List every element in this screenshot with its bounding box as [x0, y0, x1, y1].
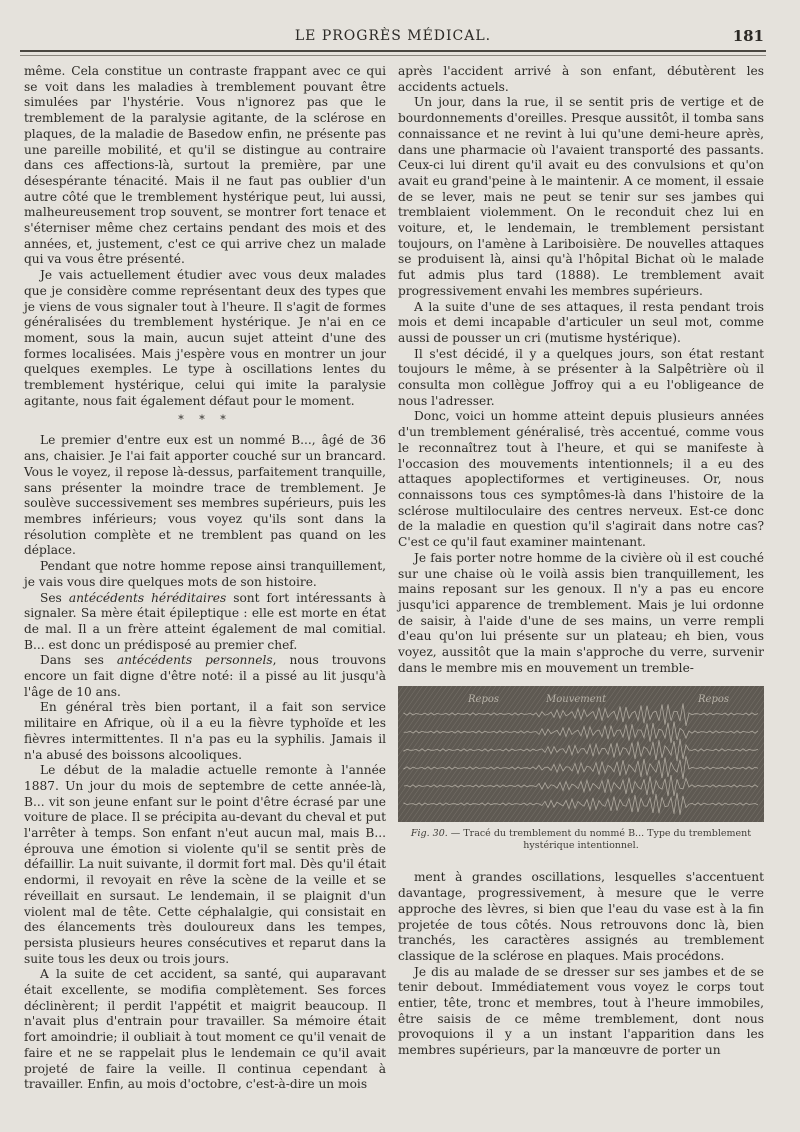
caption-text: — Tracé du tremblement du nommé B... Type du tremblement hystérique intentionnel. [450, 828, 752, 852]
text-run: , nous trouvons encore un fait digne d'être noté: il a pissé au lit jusqu'à l'âge de 10 ans. [24, 653, 386, 699]
paragraph: Le début de la maladie actuelle remonte à l'année 1887. Un jour du mois de septembre de cette année-là, B... vit son jeune enfant sur le point d'être écrasé par une voiture de place. Il se précipita au-devant du cheval et put l'arrêter à temps. Son enfant n'eut aucun mal, mais B... éprouva une émotion si violente qu'il se sentit près de défaillir. La nuit suivante, il dormit fort mal. Dès qu'il était endormi, il revoyait en rêve la scène de la veille et se réveillait en sursaut. Le lendemain, il se plaignit d'un violent mal de tête. Cette céphalalgie, qui consistait en des élancements très douloureux dans les tempes, persista plusieurs heures consécutives et reparut dans la suite tous les deux ou trois jours. [24, 763, 386, 966]
text-run: Ses [40, 590, 62, 605]
page-header [20, 24, 766, 52]
paragraph: ment à grandes oscillations, lesquelles s'accentuent davantage, progressivement, à mesure que le verre approche des lèvres, si bien que l'eau du vase est à la fin projetée de tous côtés. Nous retrouvons donc là, bien tranchés, les caractères assignés au tremblement classique de la sclérose en plaques. Mais procédons. [398, 870, 764, 963]
right-column [398, 64, 764, 1059]
paragraph [24, 591, 386, 654]
text-run: sont fort intéressants à signaler. Sa mère était épileptique : elle est morte en état de mal. Il a un frère atteint également de mal comitial. B... est donc un prédisposé au premier chef. [24, 590, 387, 652]
tremor-trace-figure [398, 686, 764, 822]
paragraph: Donc, voici un homme atteint depuis plusieurs années d'un tremblement généralisé, très accentué, comme vous le reconnaîtrez tout à l'heure, et qui se manifeste à l'occasion des mouvements intentionnels; il a eu des attaques apoplectiformes et vertigineuses. Or, nous connaissons tous ces symptômes-là dans l'histoire de la sclérose multiloculaire des centres nerveux. Est-ce donc de la maladie en question qu'il s'agirait dans notre cas? C'est ce qu'il faut examiner maintenant. [398, 409, 764, 550]
section-separator: * * * [178, 413, 232, 427]
paragraph: En général très bien portant, il a fait son service militaire en Afrique, où il a eu la fièvre typhoïde et les fièvres intermittentes. Il n'a pas eu la syphilis. Jamais il n'a abusé des boissons alcooliques. [24, 700, 386, 762]
figure-caption [398, 828, 764, 852]
paragraph: Le premier d'entre eux est un nommé B..., âgé de 36 ans, chaisier. Je l'ai fait apporter couché sur un brancard. Vous le voyez, il repose là-dessus, parfaitement tranquille, sans présenter la moindre trace de tremblement. Je soulève successivement ses membres supérieurs, puis les membres inférieurs; vous voyez qu'ils sont dans la résolution complète et ne tremblent pas quand on les déplace. [24, 433, 386, 558]
italic-term: antécédents héréditaires [68, 590, 227, 605]
paragraph: A la suite de cet accident, sa santé, qui auparavant était excellente, se modifia complètement. Ses forces déclinèrent; il perdit l'appétit et maigrit beaucoup. Il n'avait plus d'entrain pour travailler. Sa mémoire était fort amoindrie; il oubliait à tout moment ce qu'il venait de faire et ne se rappelait plus le lendemain ce qu'il avait projeté de faire la veille. Il continua cependant à travailler. Enfin, au mois d'octobre, c'est-à-dire un mois [24, 967, 386, 1092]
page-number: 181 [732, 27, 764, 45]
figure-label-movement: Mouvement [546, 694, 607, 706]
left-column [24, 64, 386, 1093]
paragraph: même. Cela constitue un contraste frappant avec ce qui se voit dans les maladies à tremblement pouvant être simulées par l'hystérie. Vous n'ignorez pas que le tremblement de la paralysie agitante, de la sclérose en plaques, de la maladie de Basedow enfin, ne présente pas une pareille mobilité, et qu'il se distingue au contraire dans ces affections-là, surtout la première, par une désespérante ténacité. Mais il ne faut pas oublier d'un autre côté que le tremblement hystérique peut, lui aussi, malheureusement trop souvent, se montrer fort tenace et s'éterniser même chez certains pendant des mois et des années, et, justement, c'est ce qui arrive chez un malade qui va vous être présenté. [24, 64, 386, 267]
figure-label-rest-1: Repos [468, 694, 500, 706]
paragraph: Un jour, dans la rue, il se sentit pris de vertige et de bourdonnements d'oreilles. Presque aussitôt, il tomba sans connaissance et ne revint à lui qu'une demi-heure après, dans une pharmacie où l'avaient transporté des passants. Ceux-ci lui dirent qu'il avait eu des convulsions et qu'on avait eu grand'peine à le maintenir. A ce moment, il essaie de se lever, mais ne peut se tenir sur ses jambes qui tremblaient violemment. On le reconduit chez lui en voiture, et, le lendemain, le tremblement persistant toujours, on l'amène à Lariboisière. De nouvelles attaques se produisent là, ainsi qu'à l'hôpital Bichat où le malade fut admis plus tard (1888). Le tremblement avait progressivement envahi les membres supérieurs. [398, 95, 764, 298]
paragraph: Je fais porter notre homme de la civière où il est couché sur une chaise où le voilà assis bien tranquillement, les mains reposant sur les genoux. Il n'y a pas eu encore jusqu'ici apparence de tremblement. Mais je lui ordonne de saisir, à l'aide d'une de ses mains, un verre rempli d'eau qu'on lui présente sur un plateau; eh bien, vous voyez, aussitôt que la main s'approche du verre, survenir dans le membre mis en mouvement un tremble- [398, 550, 764, 675]
paragraph: Je vais actuellement étudier avec vous deux malades que je considère comme représentant deux des types que je viens de vous signaler tout à l'heure. Il s'agit de formes généralisées du tremblement hystérique. Je n'ai en ce moment, sous la main, aucun sujet atteint d'une des formes localisées. Mais j'espère vous en montrer un jour quelques exemples. Le type à oscillations lentes du tremblement hystérique, celui qui imite la paralysie agitante, nous fait également défaut pour le moment. [24, 268, 386, 408]
paragraph: Il s'est décidé, il y a quelques jours, son état restant toujours le même, à se présenter à la Salpêtrière où il consulta mon collègue Joffroy qui a eu l'obligeance de nous l'adresser. [398, 346, 764, 408]
paragraph [24, 653, 386, 700]
paragraph: Je dis au malade de se dresser sur ses jambes et de se tenir debout. Immédiatement vous voyez le corps tout entier, tête, tronc et membres, tout à l'heure immobiles, être saisis de ce même tremblement, dont nous provoquions il y a un instant l'apparition dans les membres supérieurs, par la manœuvre de porter un [398, 964, 764, 1058]
paragraph: Pendant que notre homme repose ainsi tranquillement, je vais vous dire quelques mots de son histoire. [24, 559, 386, 589]
text-run: Dans ses [40, 653, 104, 668]
paragraph: après l'accident arrivé à son enfant, débutèrent les accidents actuels. [398, 64, 764, 94]
journal-title: LE PROGRÈS MÉDICAL. [294, 28, 492, 44]
header-rule [20, 55, 766, 56]
italic-term: antécédents personnels [116, 653, 273, 668]
paragraph: A la suite d'une de ses attaques, il resta pendant trois mois et demi incapable d'articuler un seul mot, comme aussi de pousser un cri (mutisme hystérique). [398, 299, 764, 345]
figure-label-rest-2: Repos [698, 694, 730, 706]
figure-number: Fig. 30. [410, 828, 448, 840]
